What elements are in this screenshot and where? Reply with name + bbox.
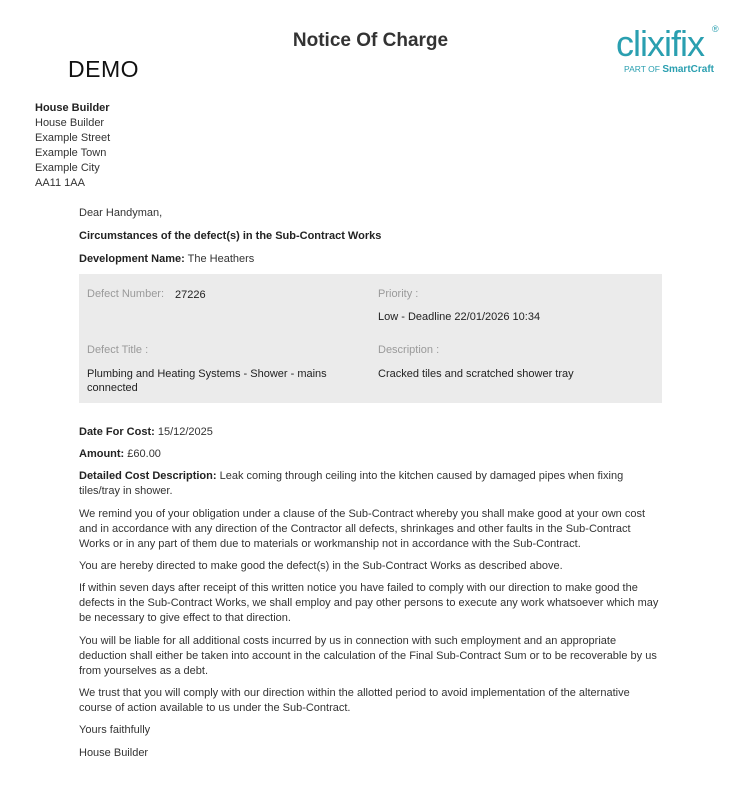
date-for-cost-label: Date For Cost:	[79, 426, 155, 438]
defect-title-label: Defect Title :	[87, 344, 149, 356]
liability-paragraph: You will be liable for all additional costs incurred by us in connection with such employment and an appropriate deduction shall either be taken into account in the calculation of the Final Sub-Contract Sum or to be recoverable by us from yourselves as a debt.	[79, 635, 657, 677]
priority-value: Low - Deadline 22/01/2026 10:34	[378, 311, 541, 323]
address-line: Example City	[35, 162, 100, 174]
defect-title-value: Plumbing and Heating Systems - Shower - mains connected	[87, 368, 327, 394]
cost-description	[79, 469, 661, 499]
demo-watermark-label: DEMO	[68, 56, 139, 82]
address-line: Example Street	[35, 132, 111, 144]
development-label: Development Name:	[79, 253, 185, 265]
seven-days-paragraph: If within seven days after receipt of this written notice you have failed to comply with our direction to make good the defects in the Sub-Contract Works, we shall employ and pay other persons to execute any work whatsoever which may be necessary to give effect to that direction.	[79, 582, 659, 624]
circumstances-heading: Circumstances of the defect(s) in the Sub-Contract Works	[79, 230, 382, 242]
defect-number-value: 27226	[175, 289, 206, 301]
amount-value: £60.00	[127, 448, 161, 460]
registered-mark: ®	[712, 24, 719, 34]
description-value: Cracked tiles and scratched shower tray	[378, 368, 574, 380]
cost-description-label: Detailed Cost Description:	[79, 470, 217, 482]
priority-label: Priority :	[378, 288, 419, 300]
address-heading: House Builder	[35, 102, 110, 114]
date-for-cost	[79, 425, 661, 440]
greeting: Dear Handyman,	[79, 207, 163, 219]
logo-subtitle-prefix: PART OF	[624, 64, 660, 74]
address-line: House Builder	[35, 117, 105, 129]
signature: House Builder	[79, 747, 149, 759]
defect-details-panel	[79, 274, 662, 403]
cost-description-value: Leak coming through ceiling into the kitchen caused by damaged pipes when fixing tiles/tray in shower.	[79, 470, 624, 497]
obligation-paragraph: We remind you of your obligation under a clause of the Sub-Contract whereby you shall make good at your own cost and in accordance with any direction of the Contractor all defects, shrinkages and other faults in the Sub-Contract Works or in any part of them due to materials or workmanship not in accordance with the Sub-Contract.	[79, 508, 646, 550]
address-line: Example Town	[35, 147, 107, 159]
logo-wordmark: clixifix	[616, 23, 704, 64]
trust-paragraph: We trust that you will comply with our direction within the allotted period to avoid implementation of the alternative course of action available to us under the Sub-Contract.	[79, 687, 630, 714]
amount-label: Amount:	[79, 448, 125, 460]
logo-subtitle	[624, 64, 714, 75]
direction-paragraph: You are hereby directed to make good the defect(s) in the Sub-Contract Works as described above.	[79, 560, 563, 572]
description-label: Description :	[378, 344, 440, 356]
clixifix-logo	[614, 22, 724, 78]
recipient-address	[35, 101, 110, 191]
address-line: AA11 1AA	[35, 177, 85, 189]
defect-number-label: Defect Number:	[87, 288, 165, 300]
date-for-cost-value: 15/12/2025	[157, 426, 213, 438]
closing: Yours faithfully	[79, 724, 151, 736]
logo-subtitle-brand: SmartCraft	[662, 64, 714, 75]
amount	[79, 447, 661, 462]
development-name	[79, 252, 661, 267]
document-title: Notice Of Charge	[292, 30, 449, 51]
development-value: The Heathers	[187, 253, 255, 265]
